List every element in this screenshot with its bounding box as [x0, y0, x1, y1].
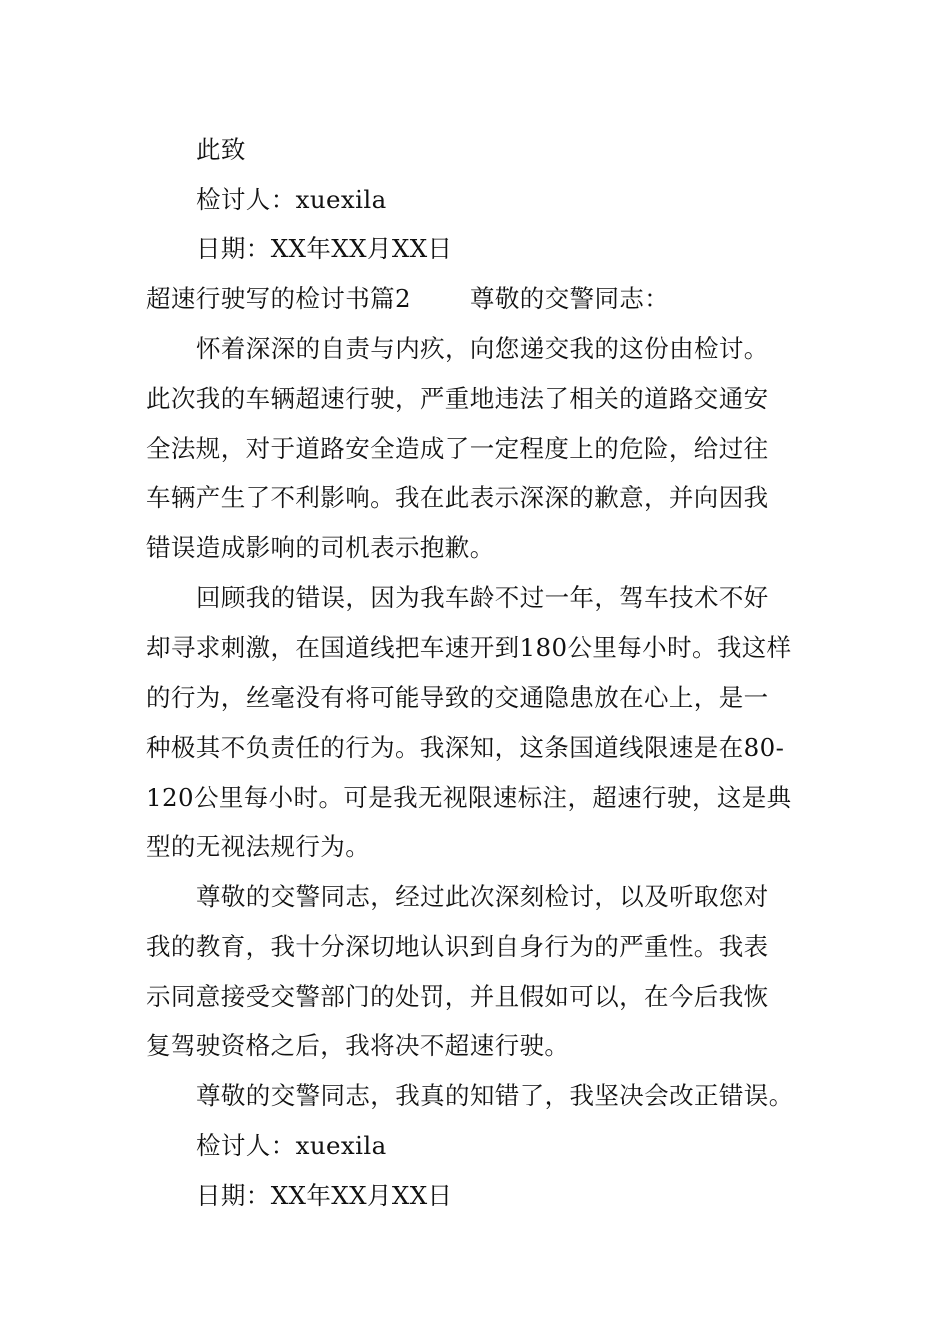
paragraph-3-line: 我的教育，我十分深切地认识到自身行为的严重性。我表 — [146, 932, 769, 961]
paragraph-3-line: 复驾驶资格之后，我将决不超速行驶。 — [146, 1031, 570, 1060]
signer: 检讨人：xuexila — [196, 1131, 387, 1160]
paragraph-2-line: 种极其不负责任的行为。我深知，这条国道线限速是在80- — [146, 733, 785, 762]
paragraph-2-line: 的行为，丝毫没有将可能导致的交通隐患放在心上，是一 — [146, 683, 769, 712]
closing-date: 日期：XX年XX月XX日 — [196, 234, 453, 263]
paragraph-2-line: 却寻求刺激，在国道线把车速开到180公里每小时。我这样 — [146, 633, 792, 662]
paragraph-1-line: 错误造成影响的司机表示抱歉。 — [146, 533, 495, 562]
paragraph-3-line: 尊敬的交警同志，经过此次深刻检讨，以及听取您对 — [196, 882, 769, 911]
paragraph-3-line: 示同意接受交警部门的处罚，并且假如可以，在今后我恢 — [146, 982, 769, 1011]
section-title: 超速行驶写的检讨书篇2 — [146, 284, 411, 313]
addressee: 尊敬的交警同志： — [470, 284, 670, 313]
section-heading-line — [146, 284, 816, 314]
paragraph-1-line: 怀着深深的自责与内疚，向您递交我的这份由检讨。 — [196, 334, 769, 363]
paragraph-2-line: 回顾我的错误，因为我车龄不过一年，驾车技术不好 — [196, 583, 769, 612]
paragraph-1-line: 此次我的车辆超速行驶，严重地违法了相关的道路交通安 — [146, 384, 769, 413]
paragraph-2-line: 型的无视法规行为。 — [146, 832, 371, 861]
paragraph-2-line: 120公里每小时。可是我无视限速标注，超速行驶，这是典 — [146, 783, 792, 812]
paragraph-4: 尊敬的交警同志，我真的知错了，我坚决会改正错误。 — [196, 1081, 794, 1110]
paragraph-1-line: 车辆产生了不利影响。我在此表示深深的歉意，并向因我 — [146, 483, 769, 512]
closing-salutation: 此致 — [196, 135, 246, 164]
date: 日期：XX年XX月XX日 — [196, 1181, 453, 1210]
paragraph-1-line: 全法规，对于道路安全造成了一定程度上的危险，给过往 — [146, 434, 769, 463]
closing-signer: 检讨人：xuexila — [196, 185, 387, 214]
